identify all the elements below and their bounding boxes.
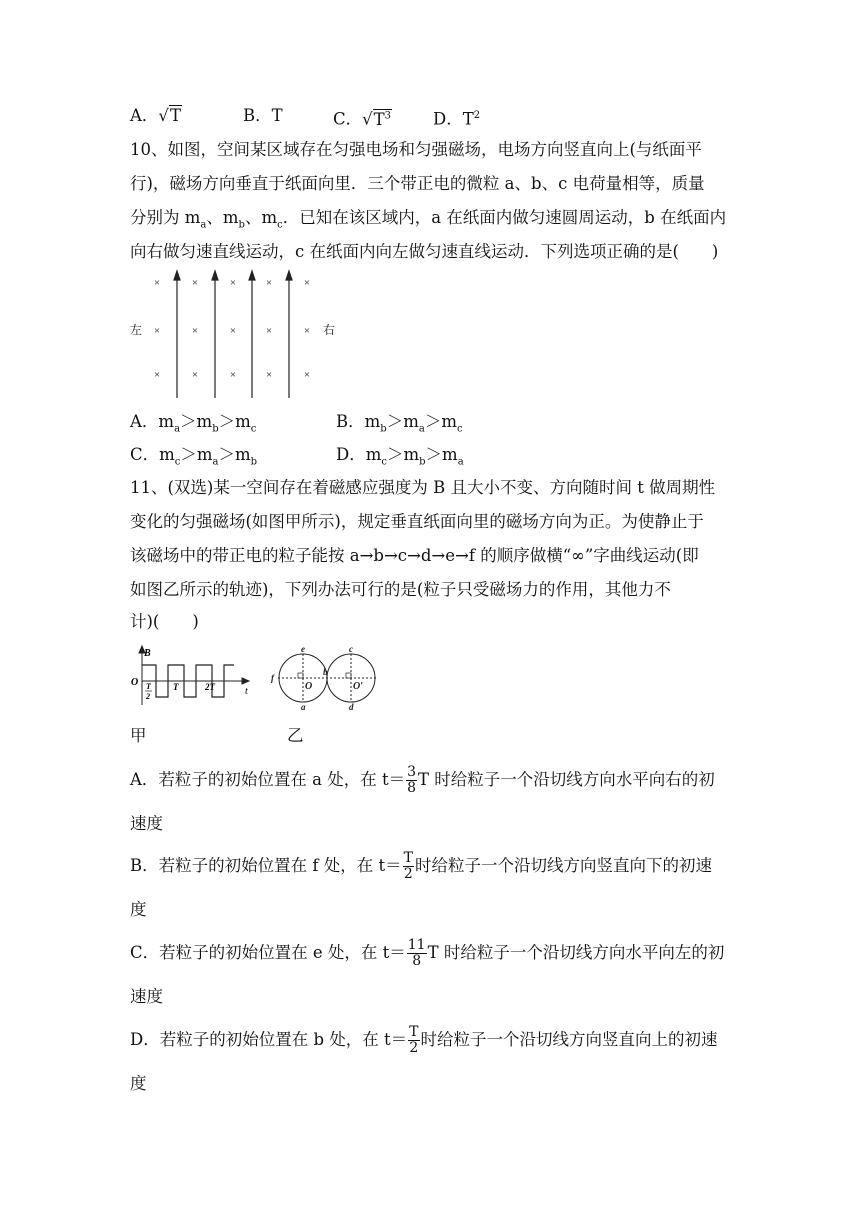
tick-t: T — [173, 682, 179, 692]
point-d: d — [349, 702, 354, 711]
axis-b-label: B — [144, 648, 151, 659]
fig-jia-caption: 甲 — [130, 726, 147, 745]
frac-den: 2 — [403, 865, 413, 882]
q10-line-3-mid2: 、m — [244, 208, 278, 227]
q11-a-pre: A．若粒子的初始位置在 a 处，在 t＝ — [130, 770, 406, 789]
svg-text:×: × — [229, 277, 237, 289]
q10-line-3 — [130, 208, 726, 235]
sub: a — [457, 456, 464, 468]
svg-text:×: × — [153, 369, 161, 381]
q11-line-1: 11、(双选)某一空间存在着磁感应强度为 B 且大小不变、方向随时间 t 做周期性 — [130, 478, 716, 497]
sep: ＞m — [218, 412, 251, 431]
frac-num: 11 — [407, 936, 426, 953]
q11-line-5: 计)( ) — [130, 612, 199, 631]
axis-t-label: t — [245, 686, 248, 697]
q11-option-a — [130, 760, 715, 800]
q11-d-pre: D．若粒子的初始位置在 b 处，在 t＝ — [130, 1030, 408, 1049]
point-c: c — [349, 645, 353, 654]
svg-text:×: × — [191, 277, 199, 289]
q11-option-b — [130, 846, 712, 886]
q10-field-figure — [125, 268, 355, 402]
q11-option-d — [130, 1020, 718, 1060]
q10-line-3-mid1: 、m — [206, 208, 239, 227]
q11-a-post: T 时给粒子一个沿切线方向水平向右的初 — [418, 770, 715, 789]
q11-option-c-cont: 速度 — [130, 987, 163, 1006]
fraction — [408, 1025, 419, 1056]
point-e: e — [301, 645, 305, 654]
q11-line-4: 如图乙所示的轨迹)，下列办法可行的是(粒子只受磁场力的作用，其他力不 — [130, 580, 671, 599]
q10-option-b — [336, 412, 463, 439]
q11-figure-yi — [268, 645, 383, 711]
svg-text:×: × — [265, 325, 273, 337]
svg-text:×: × — [191, 369, 199, 381]
opt-a-label: A．m — [130, 412, 175, 431]
tick-t2-num: T — [146, 682, 151, 691]
q9-option-a-label: A． — [130, 106, 159, 125]
sep: ＞m — [425, 445, 458, 464]
left-label: 左 — [130, 323, 143, 337]
q10-line-2: 行)，磁场方向垂直于纸面向里．三个带正电的微粒 a、b、c 电荷量相等，质量 — [130, 174, 705, 193]
q9-option-c-expr: T — [373, 109, 385, 129]
q10-option-a — [130, 412, 256, 439]
sub-c: c — [277, 219, 283, 231]
q11-option-b-cont: 度 — [130, 900, 147, 919]
sub: b — [419, 456, 426, 468]
q9-option-b: B．T — [243, 106, 283, 125]
q11-option-d-cont: 度 — [130, 1074, 147, 1093]
sep: ＞m — [386, 412, 419, 431]
q11-d-post: 时给粒子一个沿切线方向竖直向上的初速 — [420, 1030, 718, 1049]
sub-a: a — [200, 219, 207, 231]
opt-d-label: D．m — [336, 445, 382, 464]
q11-option-c — [130, 933, 724, 973]
svg-text:×: × — [229, 325, 237, 337]
sep: ＞m — [180, 445, 213, 464]
q9-option-c — [333, 106, 392, 130]
svg-text:×: × — [229, 369, 237, 381]
q11-graph-jia — [128, 645, 258, 707]
q10-line-1: 10、如图，空间某区域存在匀强电场和匀强磁场，电场方向竖直向上(与纸面平 — [130, 140, 702, 159]
point-b: b — [323, 667, 328, 677]
sep: ＞m — [386, 445, 420, 464]
q9-option-a — [130, 106, 182, 126]
sep: ＞m — [180, 412, 213, 431]
q10-option-d — [336, 445, 464, 472]
q9-option-c-power: 3 — [384, 110, 392, 121]
sub: a — [212, 456, 219, 468]
sep: ＞m — [424, 412, 457, 431]
right-label: 右 — [323, 323, 336, 337]
q11-line-2: 变化的匀强磁场(如图甲所示)，规定垂直纸面向里的磁场方向为正。为使静止于 — [130, 512, 704, 531]
frac-den: 8 — [407, 779, 417, 796]
point-f: f — [271, 673, 274, 683]
sub: b — [212, 423, 219, 435]
frac-num: T — [409, 1023, 419, 1040]
sqrt-symbol: $√T^3$ — [362, 109, 392, 129]
sub: b — [250, 456, 258, 468]
opt-c-label: C．m — [130, 445, 175, 464]
q11-c-pre: C．若粒子的初始位置在 e 处，在 t＝ — [130, 943, 406, 962]
sep: ＞m — [218, 445, 251, 464]
center-o-prime: O′ — [353, 681, 364, 692]
tick-t2-den: 2 — [146, 692, 150, 701]
sub: c — [174, 456, 181, 468]
q9-option-d-power: 2 — [473, 110, 481, 121]
tick-2t: 2T — [205, 682, 215, 692]
center-o: O — [305, 681, 313, 692]
sub-b: b — [238, 219, 245, 231]
q11-option-a-cont: 速度 — [130, 814, 163, 833]
q10-line-3-post: ．已知在该区域内，a 在纸面内做匀速圆周运动，b 在纸面内 — [282, 208, 727, 227]
frac-den: 2 — [409, 1039, 419, 1056]
q9-option-d-label: D．T — [433, 109, 474, 129]
svg-text:×: × — [303, 369, 311, 381]
point-a: a — [301, 702, 306, 711]
frac-num: 3 — [407, 763, 417, 780]
sub: a — [418, 423, 425, 435]
q9-option-d — [433, 106, 480, 130]
q11-line-3: 该磁场中的带正电的粒子能按 a→b→c→d→e→f 的顺序做横“∞”字曲线运动(即 — [130, 546, 699, 565]
q9-option-a-expr: T — [169, 106, 181, 125]
svg-text:×: × — [303, 325, 311, 337]
sub: c — [456, 423, 463, 435]
frac-den: 8 — [412, 952, 422, 969]
origin-label: O — [131, 677, 139, 688]
opt-b-label: B．m — [336, 412, 381, 431]
svg-text:×: × — [303, 277, 311, 289]
q9-option-c-label: C． — [333, 109, 363, 129]
fraction — [406, 765, 417, 796]
frac-num: T — [403, 849, 413, 866]
q10-line-3-pre: 分别为 m — [130, 208, 201, 227]
sub: a — [174, 423, 181, 435]
svg-text:×: × — [265, 277, 273, 289]
sqrt-symbol: √T — [158, 106, 181, 125]
fraction — [403, 851, 414, 882]
fig-yi-caption: 乙 — [287, 726, 304, 745]
fraction — [407, 938, 427, 969]
q11-b-post: 时给粒子一个沿切线方向竖直向下的初速 — [414, 856, 712, 875]
q10-line-4: 向右做匀速直线运动，c 在纸面内向左做匀速直线运动．下列选项正确的是( ) — [130, 242, 719, 261]
q11-b-pre: B．若粒子的初始位置在 f 处，在 t＝ — [130, 856, 402, 875]
q10-option-c — [130, 445, 257, 472]
sub: b — [380, 423, 387, 435]
svg-text:×: × — [191, 325, 199, 337]
svg-text:×: × — [153, 277, 161, 289]
sub: c — [250, 423, 257, 435]
svg-text:×: × — [153, 325, 161, 337]
sub: c — [381, 456, 387, 468]
svg-text:×: × — [265, 369, 273, 381]
q11-c-post: T 时给粒子一个沿切线方向水平向左的初 — [427, 943, 725, 962]
